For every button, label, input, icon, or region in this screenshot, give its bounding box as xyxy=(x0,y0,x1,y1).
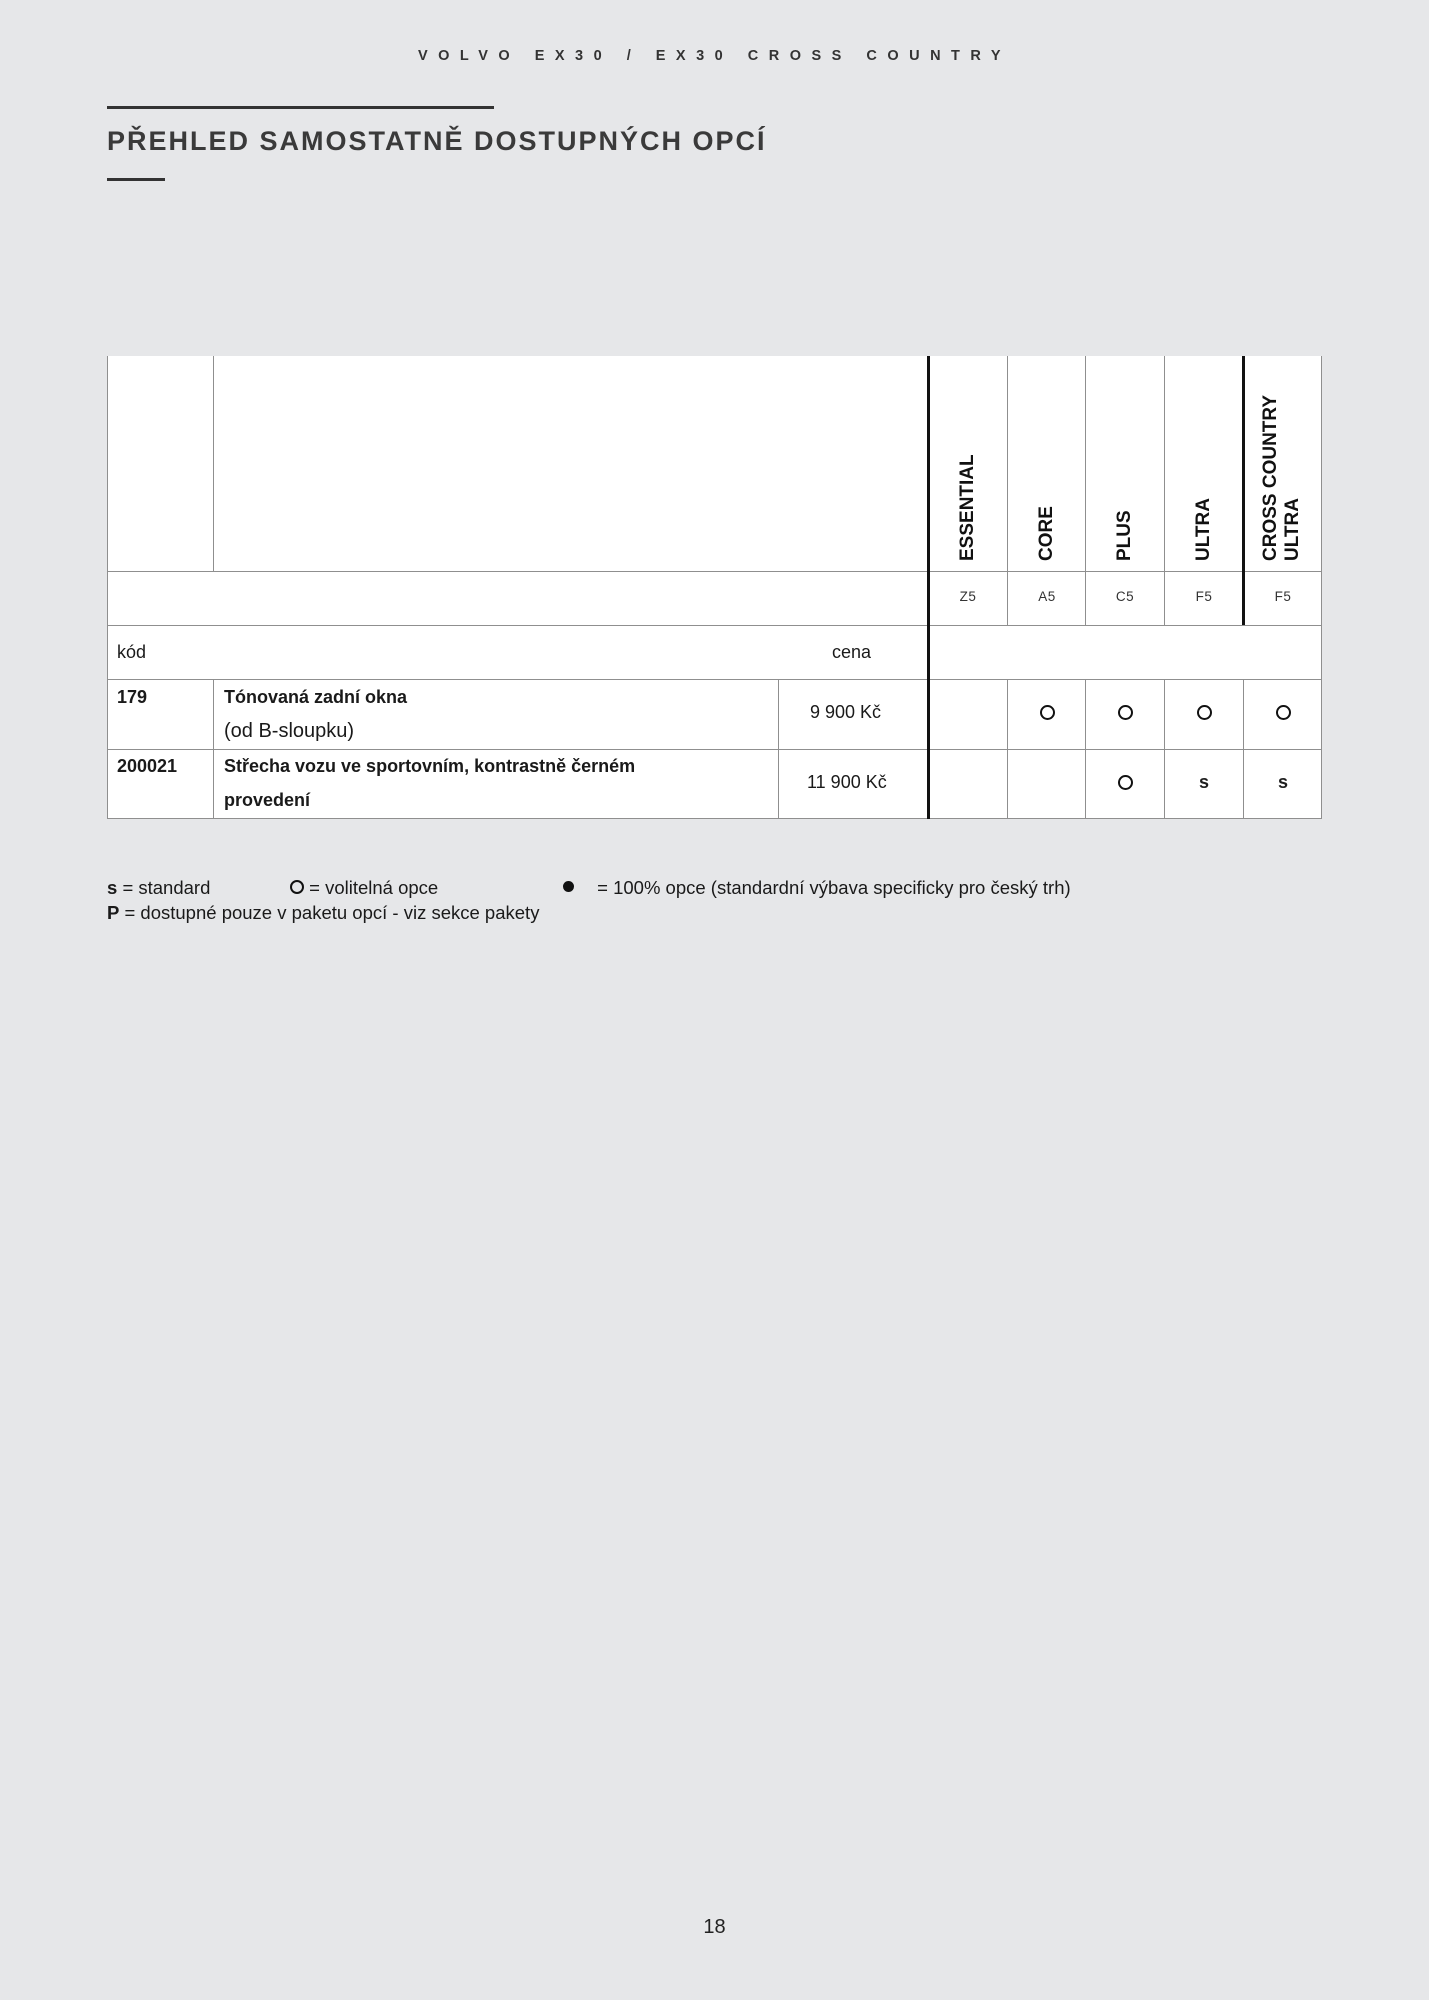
circle-icon xyxy=(290,880,304,894)
legend-p-text: = dostupné pouze v paketu opcí - viz sekce pakety xyxy=(124,902,540,923)
option-mark-plus xyxy=(1086,774,1164,795)
trim-column-divider xyxy=(1085,679,1086,819)
page-number: 18 xyxy=(703,1916,726,1938)
column-label-price: cena xyxy=(832,642,872,662)
table-border xyxy=(1321,356,1322,819)
option-mark-core xyxy=(1008,704,1086,725)
filled-circle-icon xyxy=(563,881,574,892)
trim-block-divider xyxy=(927,356,930,819)
legend-optional xyxy=(290,877,438,899)
trim-code: C5 xyxy=(1115,589,1135,604)
trim-header-core: CORE xyxy=(1036,506,1057,561)
trim-code: F5 xyxy=(1195,589,1213,604)
legend-s-key: s xyxy=(107,877,118,898)
header-rule xyxy=(107,106,494,109)
standard-mark-ultra: s xyxy=(1198,772,1209,792)
legend-standard xyxy=(107,877,210,899)
trim-header-cross-country: CROSS COUNTRY xyxy=(1260,394,1281,561)
row-name: Střecha vozu ve sportovním, kontrastně černém xyxy=(224,756,636,776)
option-mark-cross-country xyxy=(1244,704,1322,725)
page-title: PŘEHLED SAMOSTATNĚ DOSTUPNÝCH OPCÍ xyxy=(107,126,767,156)
row-divider xyxy=(107,625,1322,626)
column-label-code: kód xyxy=(117,642,147,662)
table-border xyxy=(107,356,108,819)
legend-p-key: P xyxy=(107,902,120,923)
trim-column-divider xyxy=(1007,356,1008,625)
row-code: 200021 xyxy=(117,756,178,776)
trim-code: F5 xyxy=(1274,589,1292,604)
title-underline xyxy=(107,178,165,181)
row-name-sub: provedení xyxy=(224,790,311,810)
option-mark-plus xyxy=(1086,704,1164,725)
trim-header-plus: PLUS xyxy=(1114,510,1135,561)
row-divider xyxy=(107,818,1322,819)
trim-header-ultra: ULTRA xyxy=(1193,498,1214,561)
row-divider xyxy=(107,571,1322,572)
column-divider xyxy=(778,679,779,819)
trim-code: A5 xyxy=(1038,589,1056,604)
cross-country-divider xyxy=(1242,356,1245,625)
trim-column-divider xyxy=(1007,679,1008,819)
trim-code: Z5 xyxy=(959,589,977,604)
document-header: VOLVO EX30 / EX30 CROSS COUNTRY xyxy=(417,48,1011,64)
row-name: Tónovaná zadní okna xyxy=(224,687,408,707)
trim-header-cross-country-ultra: ULTRA xyxy=(1282,498,1303,561)
row-price: 9 900 Kč xyxy=(810,702,882,722)
trim-column-divider xyxy=(1164,679,1165,819)
row-divider xyxy=(107,749,1322,750)
row-price: 11 900 Kč xyxy=(807,772,887,792)
trim-column-divider xyxy=(1085,356,1086,625)
legend-full-text: = 100% opce (standardní výbava specificky pro český trh) xyxy=(597,877,1071,898)
column-divider xyxy=(213,356,214,571)
trim-column-divider xyxy=(1243,679,1244,819)
legend-package xyxy=(107,902,539,924)
row-divider xyxy=(107,679,1322,680)
trim-header-essential: ESSENTIAL xyxy=(957,454,978,561)
option-mark-ultra xyxy=(1165,704,1243,725)
trim-column-divider xyxy=(1164,356,1165,625)
legend-opt-text: = volitelná opce xyxy=(309,877,439,898)
row-name-sub: (od B-sloupku) xyxy=(224,720,355,742)
legend-s-text: = standard xyxy=(122,877,211,898)
legend-full-option xyxy=(563,877,1071,899)
options-table xyxy=(107,356,1322,819)
standard-mark-cross-country: s xyxy=(1277,772,1288,792)
column-divider xyxy=(213,679,214,819)
row-code: 179 xyxy=(117,687,148,707)
